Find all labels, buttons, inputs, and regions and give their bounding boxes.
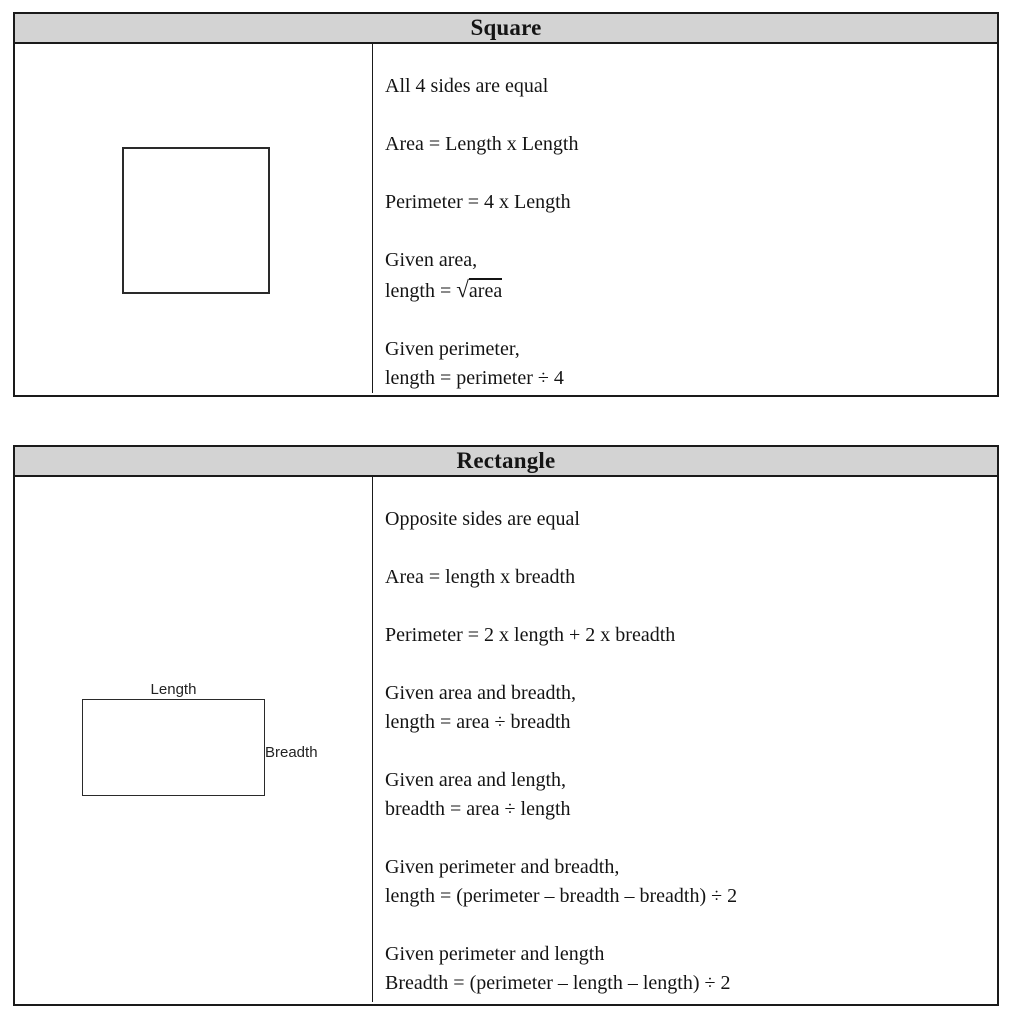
- square-table: [13, 12, 999, 397]
- rectangle-table-header: [15, 447, 997, 477]
- square-given-area-block: [385, 246, 987, 306]
- square-table-header: [15, 14, 997, 44]
- rectangle-diagram: [82, 699, 265, 796]
- derivation-given: Given perimeter and breadth,: [385, 856, 620, 878]
- rectangle-length-label: Length: [150, 681, 197, 698]
- square-table-body: [15, 44, 997, 393]
- rectangle-area-formula: Area = length x breadth: [385, 566, 576, 588]
- rectangle-properties-line: Opposite sides are equal: [385, 508, 580, 530]
- sqrt-radicand: area: [468, 280, 503, 302]
- square-area-formula: Area = Length x Length: [385, 133, 579, 155]
- sqrt-radical-icon: √: [456, 277, 469, 302]
- derivation-given: Given area and breadth,: [385, 682, 577, 704]
- rectangle-derivation-block: [385, 940, 987, 998]
- sqrt-formula-prefix: length =: [385, 280, 457, 302]
- rectangle-table-title: Rectangle: [456, 448, 556, 473]
- rectangle-table-body: [15, 477, 997, 1002]
- rectangle-formula-cell: [373, 477, 997, 1002]
- rectangle-table: [13, 445, 999, 1006]
- square-given-perimeter-label: Given perimeter,: [385, 338, 520, 360]
- square-table-title: Square: [470, 15, 542, 40]
- derivation-formula: length = area ÷ breadth: [385, 711, 571, 733]
- derivation-formula: Breadth = (perimeter – length – length) ÷ 2: [385, 972, 731, 994]
- square-given-perimeter-block: [385, 335, 987, 393]
- square-diagram: [122, 147, 270, 294]
- derivation-formula: length = (perimeter – breadth – breadth) ÷ 2: [385, 885, 738, 907]
- square-given-perimeter-formula: length = perimeter ÷ 4: [385, 367, 564, 389]
- square-given-area-label: Given area,: [385, 249, 478, 271]
- square-properties-line: All 4 sides are equal: [385, 75, 549, 97]
- square-formula-cell: [373, 44, 997, 393]
- rectangle-shape-cell: [15, 477, 373, 1002]
- rectangle-derivation-block: [385, 766, 987, 824]
- rectangle-derivation-block: [385, 679, 987, 737]
- rectangle-breadth-label: Breadth: [265, 744, 318, 761]
- derivation-given: Given perimeter and length: [385, 943, 605, 965]
- derivation-given: Given area and length,: [385, 769, 567, 791]
- rectangle-derivation-block: [385, 853, 987, 911]
- derivation-formula: breadth = area ÷ length: [385, 798, 571, 820]
- square-shape-cell: [15, 44, 373, 393]
- square-given-area-formula: [385, 275, 987, 306]
- square-perimeter-formula: Perimeter = 4 x Length: [385, 191, 571, 213]
- rectangle-perimeter-formula: Perimeter = 2 x length + 2 x breadth: [385, 624, 676, 646]
